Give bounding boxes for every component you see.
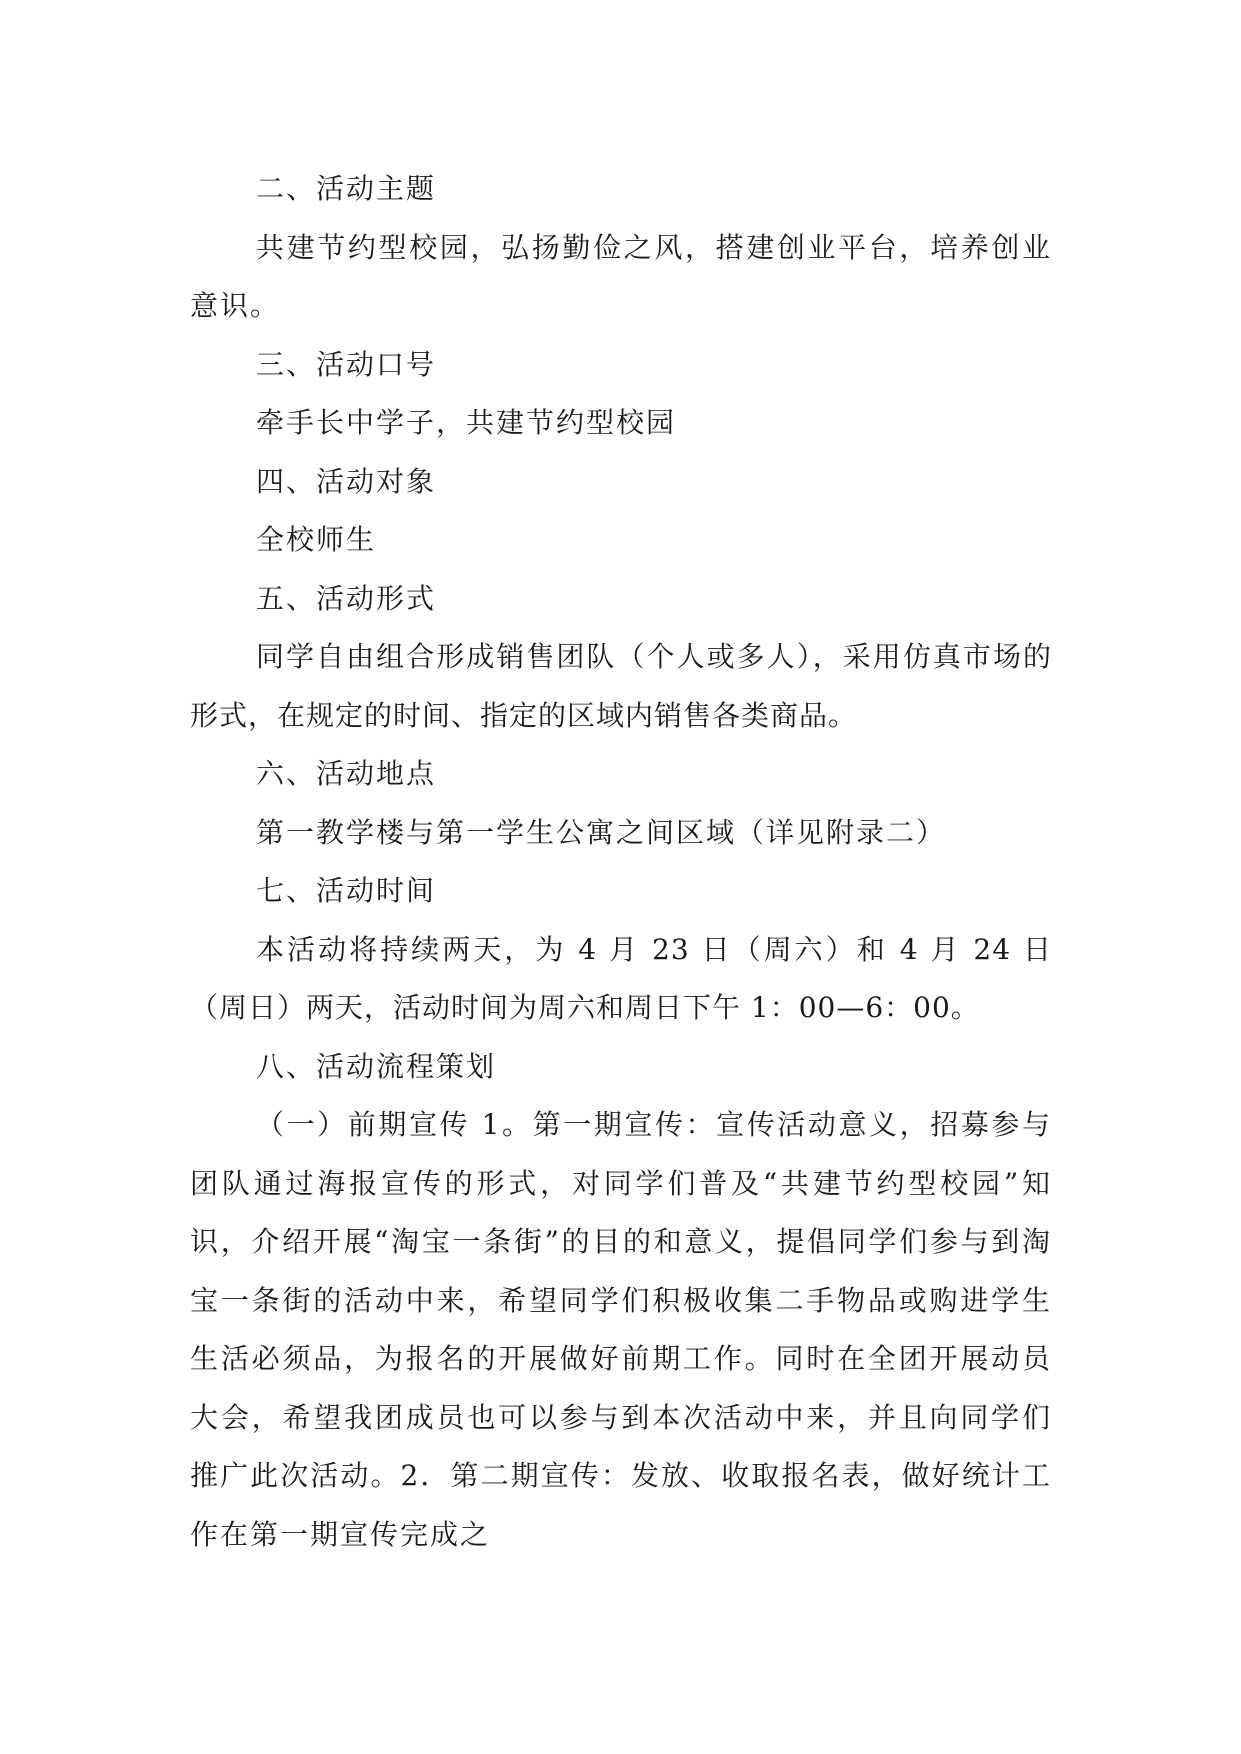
paragraph-activity-time: 本活动将持续两天，为 4 月 23 日（周六）和 4 月 24 日（周日）两天，活动时间为周六和周日下午 1：00—6：00。 (190, 932, 1052, 1024)
heading-activity-theme: 二、活动主题 (256, 172, 437, 205)
heading-activity-slogan: 三、活动口号 (256, 347, 437, 381)
paragraph-activity-theme: 共建节约型校园，弘扬勤俭之风，搭建创业平台，培养创业意识。 (190, 230, 1052, 322)
paragraph-activity-location: 第一教学楼与第一学生公寓之间区域（详见附录二） (256, 815, 947, 849)
paragraph-activity-form: 同学自由组合形成销售团队（个人或多人），采用仿真市场的形式，在规定的时间、指定的区域内销售各类商品。 (190, 640, 1052, 732)
heading-activity-target: 四、活动对象 (256, 464, 437, 498)
paragraph-activity-slogan: 牵手长中学子，共建节约型校园 (256, 406, 677, 439)
document-page (190, 160, 1052, 1564)
heading-activity-time: 七、活动时间 (256, 874, 437, 907)
heading-activity-form: 五、活动形式 (256, 581, 437, 615)
heading-activity-process: 八、活动流程策划 (256, 1049, 497, 1083)
heading-activity-location: 六、活动地点 (256, 757, 437, 790)
paragraph-activity-process: （一）前期宣传 1。第一期宣传：宣传活动意义，招募参与团队通过海报宣传的形式，对同学们普及“共建节约型校园”知识，介绍开展“淘宝一条街”的目的和意义，提倡同学们参与到淘宝一条街的活动中来，希望同学们积极收集二手物品或购进学生生活必须品，为报名的开展做好前期工作。同时在全团开展动员大会，希望我团成员也可以参与到本次活动中来，并且向同学们推广此次活动。2．第二期宣传：发放、收取报名表，做好统计工作在第一期宣传完成之 (190, 1108, 1052, 1551)
paragraph-activity-target: 全校师生 (256, 523, 377, 556)
